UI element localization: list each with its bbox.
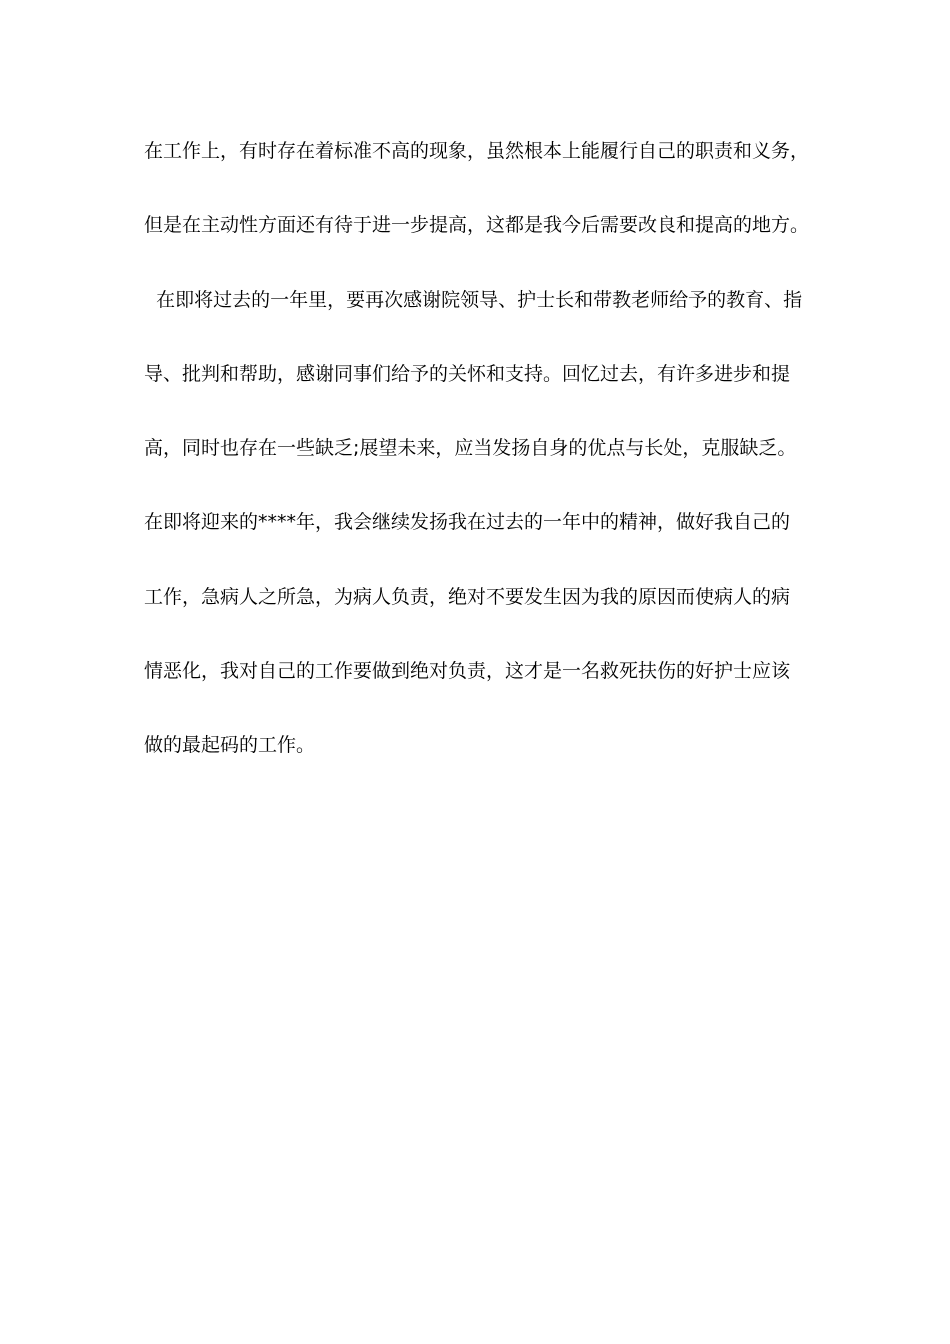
- text-line: 情恶化，我对自己的工作要做到绝对负责，这才是一名救死扶伤的好护士应该: [144, 660, 791, 683]
- body-text: [144, 127, 814, 796]
- text-line: 在即将迎来的****年，我会继续发扬我在过去的一年中的精神，做好我自己的: [144, 511, 791, 534]
- text-line: 导、批判和帮助，感谢同事们给予的关怀和支持。回忆过去，有许多进步和提: [144, 362, 791, 385]
- text-line: 在工作上，有时存在着标准不高的现象，虽然根本上能履行自己的职责和义务，: [144, 140, 810, 162]
- text-line: 在即将过去的一年里，要再次感谢院领导、护士长和带教老师给予的教育、指: [144, 288, 803, 311]
- text-line: 高，同时也存在一些缺乏;展望未来，应当发扬自身的优点与长处，克服缺乏。: [144, 437, 797, 460]
- text-line: 做的最起码的工作。: [144, 734, 316, 757]
- text-line: 但是在主动性方面还有待于进一步提高，这都是我今后需要改良和提高的地方。: [144, 214, 810, 237]
- text-line: 工作，急病人之所急，为病人负责，绝对不要发生因为我的原因而使病人的病: [144, 585, 791, 608]
